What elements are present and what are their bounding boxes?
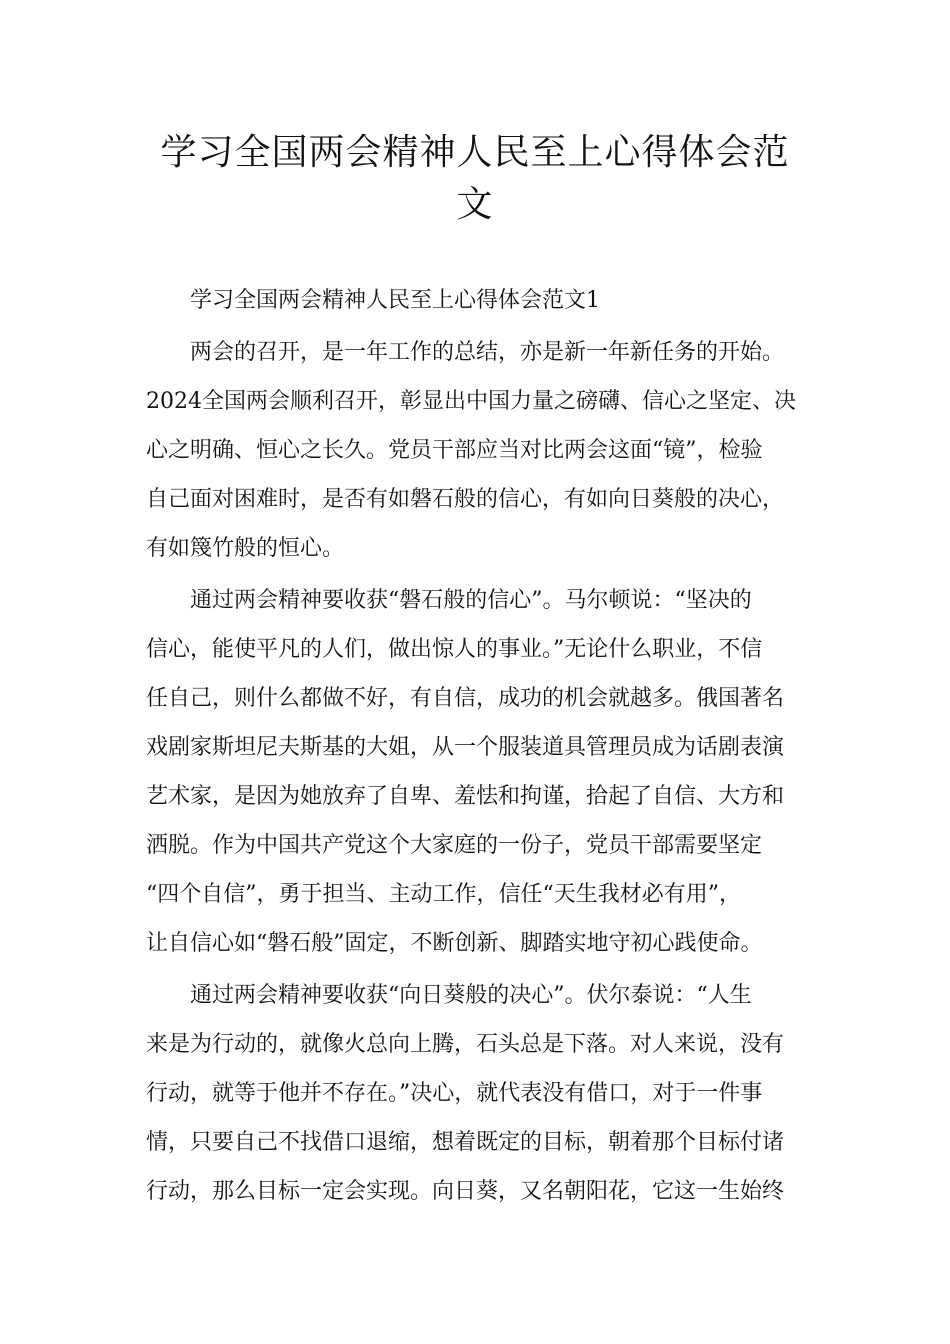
body-line: 心之明确、恒心之长久。党员干部应当对比两会这面“镜”，检验 (146, 438, 763, 463)
body-line: 让自信心如“磐石般”固定，不断创新、脚踏实地守初心践使命。 (146, 931, 763, 956)
body-line: 信心，能使平凡的人们，做出惊人的事业。”无论什么职业，不信 (146, 637, 763, 662)
body-line: 戏剧家斯坦尼夫斯基的大姐，从一个服装道具管理员成为话剧表演 (146, 735, 785, 760)
body-line: 情，只要自己不找借口退缩，想着既定的目标，朝着那个目标付诸 (146, 1130, 785, 1155)
body-line: 通过两会精神要收获“磐石般的信心”。马尔顿说：“坚决的 (190, 588, 752, 613)
body-line: 自己面对困难时，是否有如磐石般的信心，有如向日葵般的决心， (146, 487, 785, 512)
body-line: 两会的召开，是一年工作的总结，亦是新一年新任务的开始。 (190, 340, 785, 365)
body-line: 任自己，则什么都做不好，有自信，成功的机会就越多。俄国著名 (146, 686, 785, 711)
section-heading: 学习全国两会精神人民至上心得体会范文1 (190, 288, 600, 313)
body-line: 行动，那么目标一定会实现。向日葵，又名朝阳花，它这一生始终 (146, 1179, 785, 1204)
document-title-line-2: 文 (456, 184, 494, 225)
body-line: 来是为行动的，就像火总向上腾，石头总是下落。对人来说，没有 (146, 1032, 785, 1057)
body-line: 有如篾竹般的恒心。 (146, 536, 345, 561)
body-line: 通过两会精神要收获“向日葵般的决心”。伏尔泰说：“人生 (190, 983, 752, 1008)
body-line: “四个自信”，勇于担当、主动工作，信任“天生我材必有用”， (146, 882, 741, 907)
body-line: 2024全国两会顺利召开，彰显出中国力量之磅礴、信心之坚定、决 (146, 389, 796, 414)
document-title-line-1: 学习全国两会精神人民至上心得体会范 (160, 132, 790, 173)
body-line: 艺术家，是因为她放弃了自卑、羞怯和拘谨，拾起了自信、大方和 (146, 784, 785, 809)
body-line: 行动，就等于他并不存在。”决心，就代表没有借口，对于一件事 (146, 1081, 763, 1106)
body-line: 洒脱。作为中国共产党这个大家庭的一份子，党员干部需要坚定 (146, 833, 763, 858)
